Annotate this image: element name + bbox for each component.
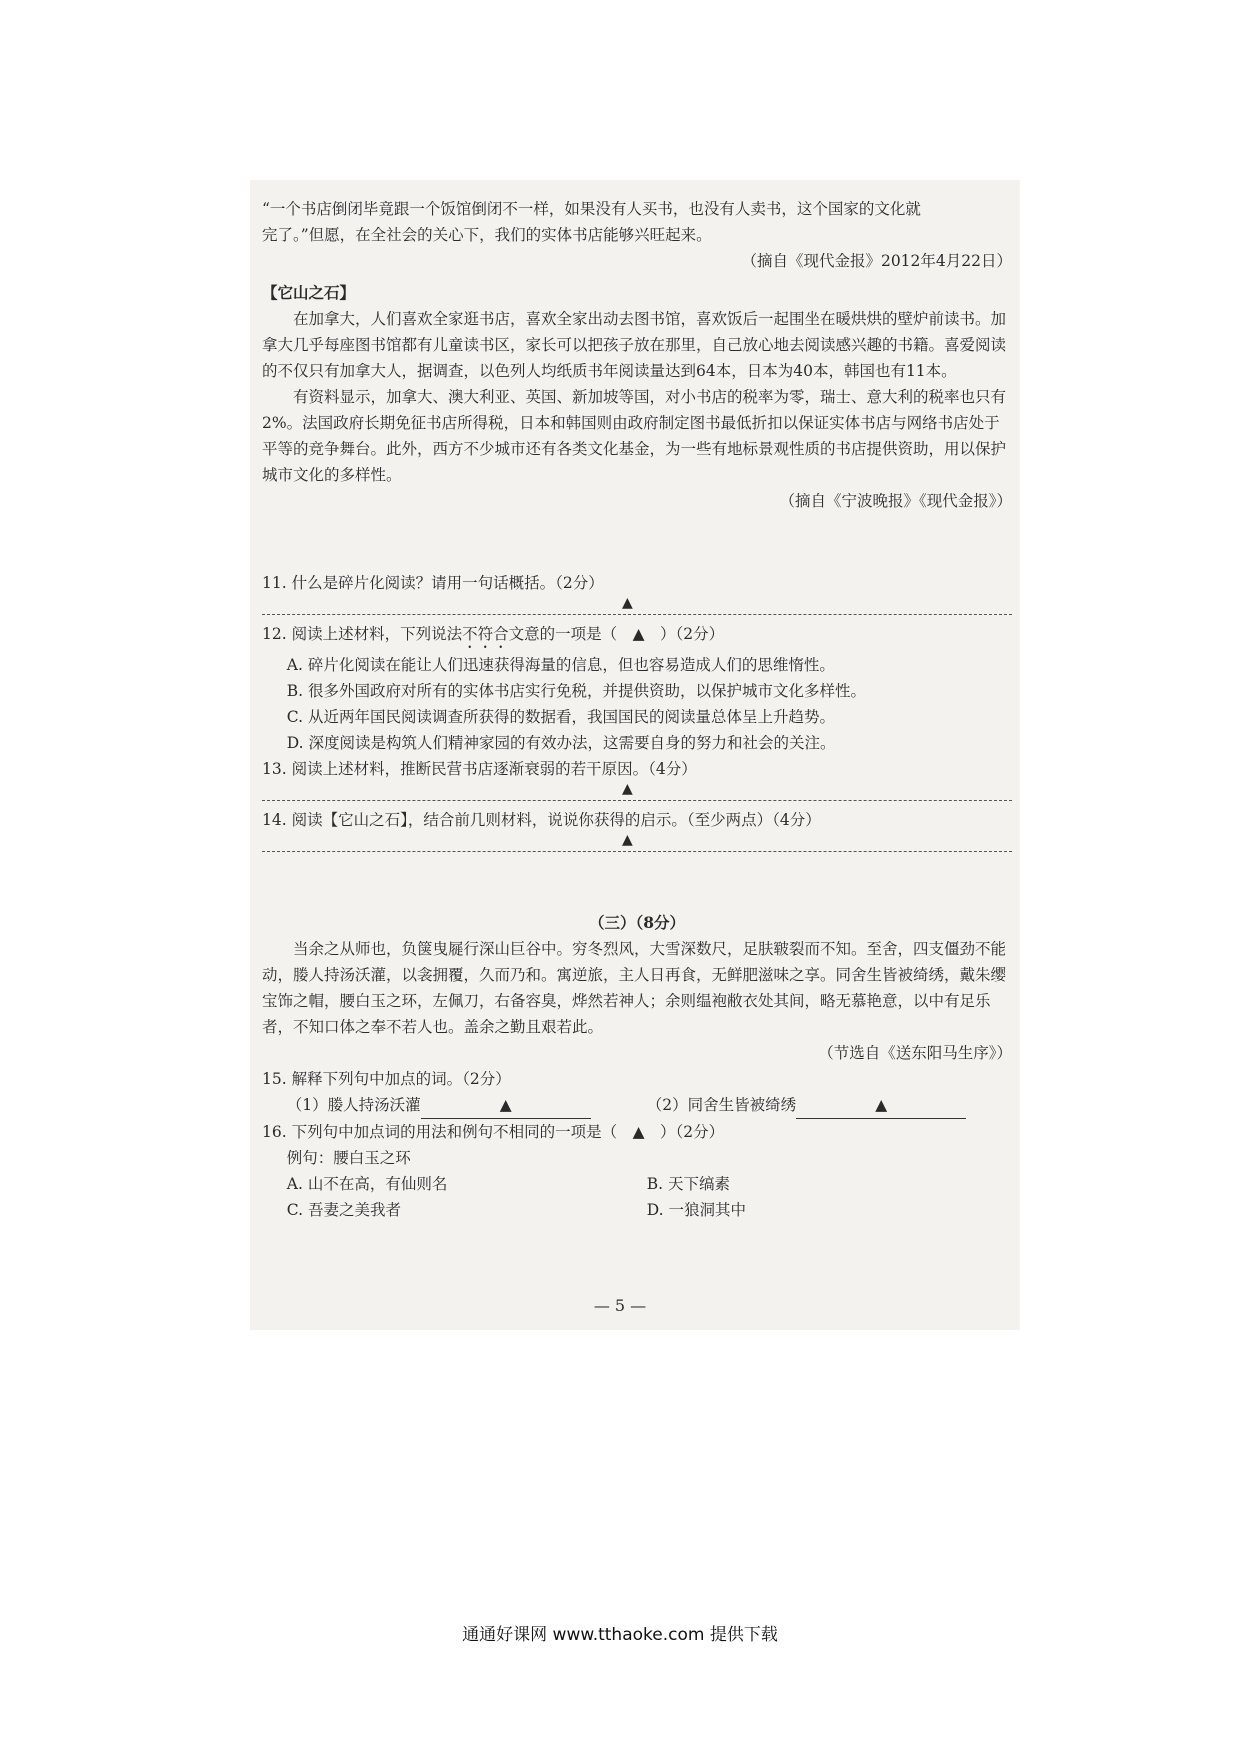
- paragraph: 在加拿大，人们喜欢全家逛书店，喜欢全家出动去图书馆，喜欢饭后一起围坐在暖烘烘的壁炉前读书。加拿大几乎每座图书馆都有儿童读书区，家长可以把孩子放在那里，自己放心地去阅读感兴趣的书籍。喜爱阅读的不仅只有加拿大人，据调查，以色列人均纸质书年阅读量达到64本，日本为40本，韩国也有11本。: [262, 310, 1007, 380]
- question-14: 14. 阅读【它山之石】，结合前几则材料，说说你获得的启示。（至少两点）（4分）: [262, 811, 821, 829]
- q16-options-row-1: [262, 1171, 1012, 1197]
- q15-item-1: （1）媵人持汤沃灌 ▲: [287, 1092, 647, 1119]
- passage-end: [262, 196, 1012, 274]
- classical-source: （节选自《送东阳马生序》）: [818, 1044, 1012, 1062]
- blank-1[interactable]: ▲: [421, 1092, 591, 1119]
- passage-line-1: “一个书店倒闭毕竟跟一个饭馆倒闭不一样，如果没有人买书，也没有人卖书，这个国家的文化就: [262, 200, 921, 218]
- triangle-mark: ▲: [622, 595, 633, 611]
- option-a: A. 山不在高，有仙则名: [286, 1175, 448, 1193]
- option-b: B. 天下缟素: [646, 1175, 731, 1193]
- answer-line-14[interactable]: [262, 833, 1012, 852]
- example-sentence: 例句：腰白玉之环: [286, 1149, 411, 1167]
- option-d: D. 一狼洞其中: [646, 1201, 747, 1219]
- passage-line-2: 完了。”但愿，在全社会的关心下，我们的实体书店能够兴旺起来。: [262, 226, 712, 244]
- answer-line-11[interactable]: [262, 596, 1012, 615]
- option-a: A. 碎片化阅读在能让人们迅速获得海量的信息，但也容易造成人们的思维惰性。: [286, 656, 835, 674]
- section-3: [262, 910, 1012, 1223]
- option-b: B. 很多外国政府对所有的实体书店实行免税，并提供资助，以保护城市文化多样性。: [286, 682, 867, 700]
- questions-11-14: [262, 570, 1012, 858]
- answer-line-13[interactable]: [262, 782, 1012, 801]
- section-heading: 【它山之石】: [262, 283, 356, 302]
- classical-passage: 当余之从师也，负箧曳屣行深山巨谷中。穷冬烈风，大雪深数尺，足肤皲裂而不知。至舍，四支僵劲不能动，媵人持汤沃灌，以衾拥覆，久而乃和。寓逆旅，主人日再食，无鲜肥滋味之享。同舍生皆被绮绣，戴朱缨宝饰之帽，腰白玉之环，左佩刀，右备容臭，烨然若神人；余则缊袍敝衣处其间，略无慕艳意，以中有足乐者，不知口体之奉不若人也。盖余之勤且艰若此。: [262, 940, 1007, 1036]
- question-16: 16. 下列句中加点词的用法和例句不相同的一项是（ ▲ ）（2分）: [262, 1123, 725, 1141]
- footer-credit: 通通好课网 www.tthaoke.com 提供下载: [462, 1625, 778, 1645]
- question-13: 13. 阅读上述材料，推断民营书店逐渐衰弱的若干原因。（4分）: [262, 760, 697, 778]
- triangle-mark: ▲: [622, 781, 633, 797]
- q15-item-2: （2）同舍生皆被绮绣 ▲: [647, 1092, 1007, 1119]
- passage-source: （摘自《现代金报》2012年4月22日）: [741, 252, 1012, 270]
- section-title: （三）（8分）: [588, 913, 686, 932]
- option-c: C. 吾妻之美我者: [286, 1201, 401, 1219]
- blank-2[interactable]: ▲: [796, 1092, 966, 1119]
- other-stone-section: [262, 280, 1012, 514]
- page-number: — 5 —: [593, 1296, 647, 1315]
- q16-options-row-2: [262, 1197, 1012, 1223]
- option-d: D. 深度阅读是构筑人们精神家园的有效办法，这需要自身的努力和社会的关注。: [286, 734, 836, 752]
- question-11: 11. 什么是碎片化阅读？请用一句话概括。（2分）: [262, 574, 604, 592]
- paragraph-source: （摘自《宁波晚报》《现代金报》）: [779, 492, 1012, 510]
- question-15: 15. 解释下列句中加点的词。（2分）: [262, 1070, 511, 1088]
- triangle-mark: ▲: [622, 832, 633, 848]
- question-15-items: [262, 1092, 1012, 1119]
- option-c: C. 从近两年国民阅读调查所获得的数据看，我国国民的阅读量总体呈上升趋势。: [286, 708, 835, 726]
- paragraph: 有资料显示，加拿大、澳大利亚、英国、新加坡等国，对小书店的税率为零，瑞士、意大利的税率也只有2%。法国政府长期免征书店所得税，日本和韩国则由政府制定图书最低折扣以保证实体书店与网络书店处于平等的竞争舞台。此外，西方不少城市还有各类文化基金，为一些有地标景观性质的书店提供资助，用以保护城市文化的多样性。: [262, 388, 1007, 484]
- question-12: 12. 阅读上述材料，下列说法不符合文意的一项是（ ▲ ）（2分）: [262, 625, 725, 643]
